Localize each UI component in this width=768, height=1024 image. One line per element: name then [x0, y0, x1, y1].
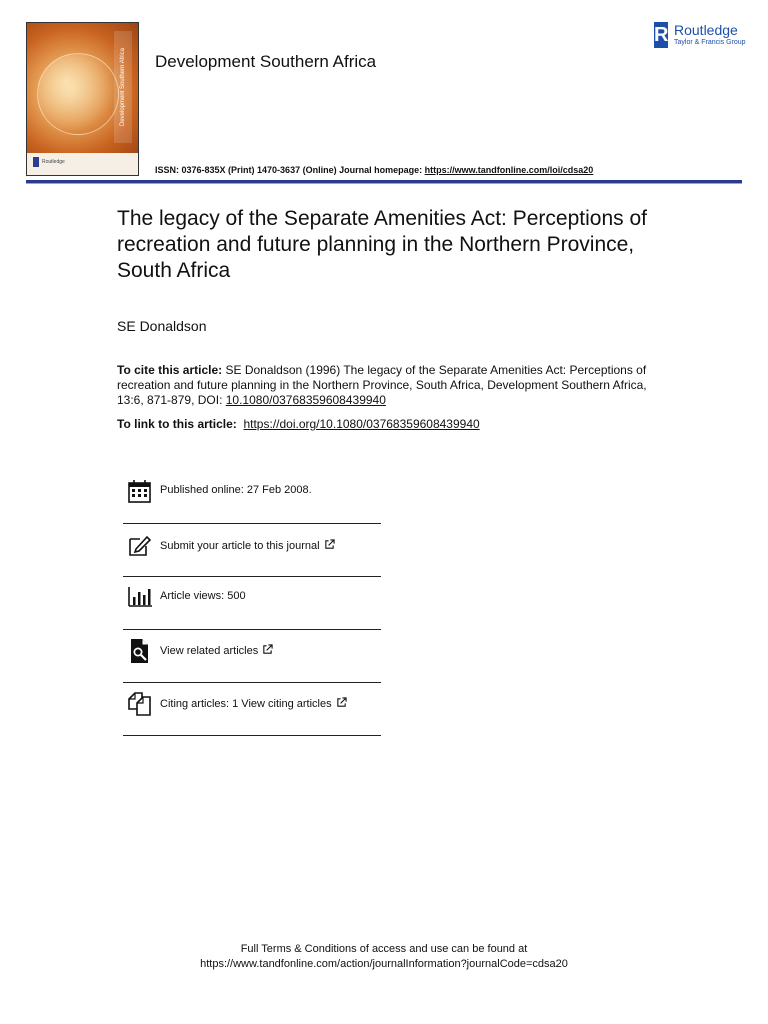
- journal-title: Development Southern Africa: [155, 52, 377, 71]
- calendar-icon: [127, 478, 153, 504]
- publisher-name: Routledge: [674, 22, 738, 38]
- cover-strip: [27, 153, 138, 175]
- footer: [0, 942, 768, 972]
- submit-link[interactable]: Submit your article to this journal: [160, 539, 335, 552]
- citing-link[interactable]: Citing articles: 1 View citing articles: [160, 697, 347, 710]
- issn-text: ISSN: 0376-835X (Print) 1470-3637 (Online) Journal homepage:: [155, 165, 425, 175]
- publisher-sub: Taylor & Francis Group: [674, 39, 746, 46]
- cite-label: To cite this article:: [117, 363, 223, 377]
- journal-homepage-link[interactable]: https://www.tandfonline.com/loi/cdsa20: [424, 165, 594, 175]
- header-rule-light: [26, 183, 742, 184]
- link-label: To link to this article:: [117, 417, 237, 431]
- views-row: [123, 584, 381, 624]
- related-row[interactable]: [123, 638, 381, 678]
- related-link[interactable]: View related articles: [160, 644, 273, 657]
- external-link-icon: [324, 539, 335, 550]
- footer-terms-link[interactable]: https://www.tandfonline.com/action/journalInformation?journalCode=cdsa20: [200, 958, 568, 970]
- cover-publisher: Routledge: [42, 159, 65, 165]
- article-url-link[interactable]: https://doi.org/10.1080/03768359608439940: [243, 417, 480, 431]
- divider: [123, 682, 381, 683]
- citing-articles-icon: [127, 691, 153, 717]
- external-link-icon: [336, 697, 347, 708]
- divider: [123, 629, 381, 630]
- cover-routledge-mark: [33, 157, 39, 167]
- issn-line: [155, 165, 593, 175]
- edit-icon: [127, 533, 153, 559]
- cite-text: SE Donaldson (1996) The legacy of the Separate Amenities Act: Perceptions of recreation and future planning in the Northern Province, South Africa, Development Southern Africa, 13:6, 871-879, DOI:: [117, 363, 647, 407]
- bar-chart-icon: [127, 584, 153, 610]
- divider: [123, 576, 381, 577]
- journal-cover: [26, 22, 139, 176]
- views-text: Article views: 500: [160, 590, 246, 602]
- external-link-icon: [262, 644, 273, 655]
- divider: [123, 735, 381, 736]
- published-row: [123, 478, 381, 518]
- citing-row[interactable]: [123, 691, 381, 731]
- link-line: [117, 417, 480, 431]
- doi-link[interactable]: 10.1080/03768359608439940: [225, 393, 386, 407]
- published-text: Published online: 27 Feb 2008.: [160, 484, 312, 496]
- routledge-r-icon: R: [654, 24, 669, 46]
- article-title: The legacy of the Separate Amenities Act: Perceptions of recreation and future planning in the Northern Province, South Africa: [117, 207, 647, 282]
- article-author: SE Donaldson: [117, 318, 207, 334]
- submit-row[interactable]: [123, 533, 381, 573]
- search-document-icon: [127, 638, 153, 664]
- cover-spine: [114, 31, 132, 143]
- citation-block: [117, 363, 657, 408]
- publisher-logo[interactable]: [654, 22, 746, 48]
- cover-globe: [37, 53, 119, 135]
- footer-line-1: Full Terms & Conditions of access and use can be found at: [240, 943, 528, 955]
- cover-spine-text: Development Southern Africa: [120, 47, 126, 127]
- divider: [123, 523, 381, 524]
